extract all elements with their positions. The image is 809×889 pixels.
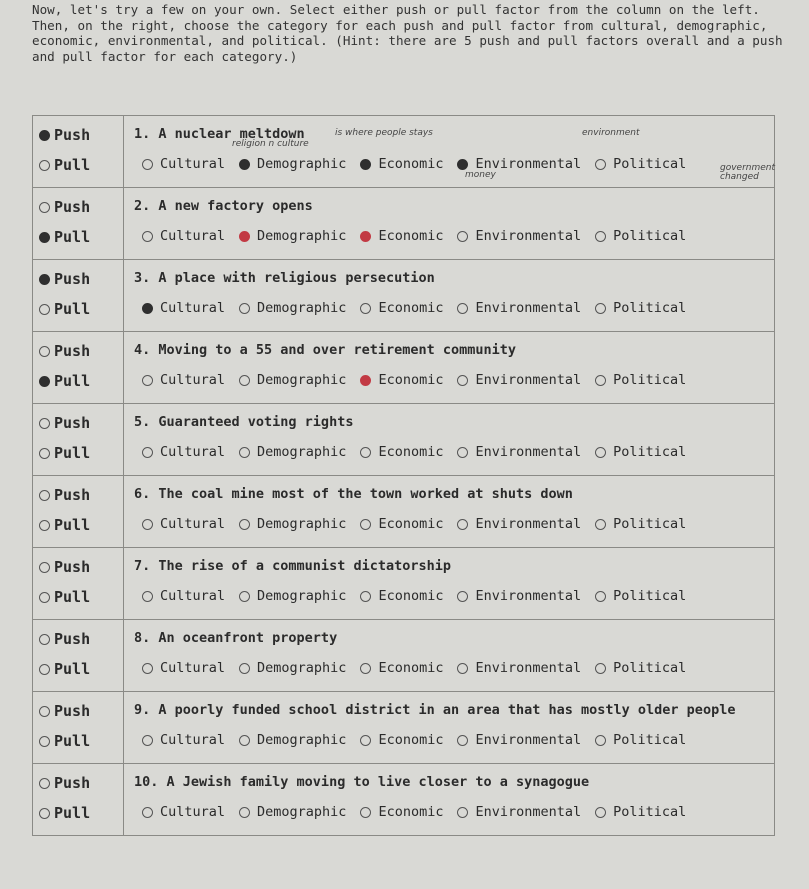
category-label: Environmental	[475, 660, 582, 676]
category-option-demographic[interactable]	[239, 732, 346, 748]
category-radio-icon[interactable]	[360, 375, 371, 386]
category-radio-icon[interactable]	[457, 303, 468, 314]
question-cell	[124, 332, 775, 404]
category-option-cultural[interactable]	[142, 228, 225, 244]
category-radio-icon[interactable]	[142, 159, 153, 170]
handwritten-note-government-changed: government changed	[720, 163, 776, 182]
category-label: Economic	[378, 588, 444, 604]
category-option-cultural[interactable]	[142, 588, 225, 604]
pull-label: Pull	[54, 228, 91, 246]
push-pull-cell	[33, 476, 124, 548]
category-label: Cultural	[160, 444, 226, 460]
category-option-environmental[interactable]	[457, 660, 581, 676]
category-option-economic[interactable]	[360, 516, 443, 532]
instructions-line-3: economic, environmental, and political. (Hint: there are 5 push and pull factors overall and a push	[32, 33, 783, 49]
push-radio-icon[interactable]	[39, 706, 50, 717]
question-text: 8. An oceanfront property	[134, 630, 338, 646]
category-label: Economic	[378, 300, 444, 316]
category-radio-icon[interactable]	[457, 735, 468, 746]
question-text: 4. Moving to a 55 and over retirement community	[134, 342, 517, 358]
question-cell	[124, 404, 775, 476]
category-label: Environmental	[475, 732, 582, 748]
category-label: Cultural	[160, 228, 226, 244]
pull-radio-icon[interactable]	[39, 808, 50, 819]
category-options	[142, 300, 700, 316]
push-option[interactable]	[39, 486, 90, 504]
question-row	[33, 476, 775, 548]
category-label: Environmental	[475, 300, 582, 316]
push-pull-cell	[33, 692, 124, 764]
category-options	[142, 660, 700, 676]
pull-label: Pull	[54, 588, 91, 606]
category-option-political[interactable]	[595, 444, 686, 460]
push-label: Push	[54, 126, 91, 144]
question-cell	[124, 548, 775, 620]
question-cell	[124, 692, 775, 764]
category-option-environmental[interactable]	[457, 444, 581, 460]
question-row	[33, 620, 775, 692]
question-text: 1. A nuclear meltdown	[134, 126, 305, 142]
category-radio-icon[interactable]	[239, 591, 250, 602]
category-label: Economic	[378, 660, 444, 676]
push-option[interactable]	[39, 774, 90, 792]
category-radio-icon[interactable]	[142, 231, 153, 242]
category-radio-icon[interactable]	[595, 663, 606, 674]
category-radio-icon[interactable]	[595, 519, 606, 530]
handwritten-note-environment: environment	[582, 128, 640, 138]
category-radio-icon[interactable]	[457, 159, 468, 170]
category-option-cultural[interactable]	[142, 516, 225, 532]
pull-option[interactable]	[39, 588, 90, 606]
category-radio-icon[interactable]	[142, 807, 153, 818]
category-radio-icon[interactable]	[457, 807, 468, 818]
category-option-environmental[interactable]	[457, 516, 581, 532]
push-pull-cell	[33, 404, 124, 476]
category-option-economic[interactable]	[360, 804, 443, 820]
category-option-political[interactable]	[595, 300, 686, 316]
category-option-economic[interactable]	[360, 732, 443, 748]
category-label: Political	[613, 228, 687, 244]
category-label: Economic	[378, 156, 444, 172]
question-text: 2. A new factory opens	[134, 198, 313, 214]
question-text: 7. The rise of a communist dictatorship	[134, 558, 451, 574]
question-row	[33, 260, 775, 332]
pull-radio-icon[interactable]	[39, 736, 50, 747]
category-label: Economic	[378, 444, 444, 460]
pull-radio-icon[interactable]	[39, 160, 50, 171]
category-option-cultural[interactable]	[142, 300, 225, 316]
category-radio-icon[interactable]	[239, 735, 250, 746]
category-radio-icon[interactable]	[457, 519, 468, 530]
category-radio-icon[interactable]	[360, 159, 371, 170]
category-options	[142, 516, 700, 532]
category-label: Cultural	[160, 300, 226, 316]
question-cell	[124, 260, 775, 332]
pull-option[interactable]	[39, 444, 90, 462]
question-row	[33, 548, 775, 620]
pull-radio-icon[interactable]	[39, 448, 50, 459]
category-radio-icon[interactable]	[239, 159, 250, 170]
pull-label: Pull	[54, 372, 91, 390]
category-label: Political	[613, 444, 687, 460]
question-row	[33, 404, 775, 476]
handwritten-note-religion: religion n culture	[232, 139, 309, 149]
category-label: Political	[613, 588, 687, 604]
push-option[interactable]	[39, 414, 90, 432]
push-radio-icon[interactable]	[39, 490, 50, 501]
pull-radio-icon[interactable]	[39, 304, 50, 315]
category-option-economic[interactable]	[360, 660, 443, 676]
push-label: Push	[54, 414, 91, 432]
category-label: Political	[613, 516, 687, 532]
pull-option[interactable]	[39, 732, 90, 750]
category-radio-icon[interactable]	[457, 591, 468, 602]
question-text: 5. Guaranteed voting rights	[134, 414, 354, 430]
pull-option[interactable]	[39, 516, 90, 534]
category-radio-icon[interactable]	[595, 231, 606, 242]
pull-option[interactable]	[39, 660, 90, 678]
push-label: Push	[54, 486, 91, 504]
category-option-economic[interactable]	[360, 444, 443, 460]
instructions-line-1: Now, let's try a few on your own. Select either push or pull factor from the column on the left.	[32, 2, 760, 17]
category-label: Demographic	[257, 444, 347, 460]
category-option-economic[interactable]	[360, 300, 443, 316]
push-pull-cell	[33, 620, 124, 692]
pull-option[interactable]	[39, 228, 90, 246]
category-radio-icon[interactable]	[360, 735, 371, 746]
push-pull-cell	[33, 764, 124, 836]
category-radio-icon[interactable]	[239, 231, 250, 242]
category-option-economic[interactable]	[360, 228, 443, 244]
question-cell	[124, 188, 775, 260]
category-label: Environmental	[475, 444, 582, 460]
category-label: Political	[613, 300, 687, 316]
category-label: Demographic	[257, 732, 347, 748]
category-label: Environmental	[475, 156, 582, 172]
category-label: Economic	[378, 228, 444, 244]
category-radio-icon[interactable]	[360, 519, 371, 530]
push-radio-icon[interactable]	[39, 418, 50, 429]
question-cell	[124, 476, 775, 548]
category-radio-icon[interactable]	[360, 303, 371, 314]
category-option-economic[interactable]	[360, 372, 443, 388]
category-radio-icon[interactable]	[595, 807, 606, 818]
category-label: Demographic	[257, 660, 347, 676]
category-label: Political	[613, 156, 687, 172]
category-radio-icon[interactable]	[595, 591, 606, 602]
push-label: Push	[54, 558, 91, 576]
category-option-environmental[interactable]	[457, 228, 581, 244]
push-option[interactable]	[39, 702, 90, 720]
category-option-cultural[interactable]	[142, 732, 225, 748]
pull-label: Pull	[54, 300, 91, 318]
category-option-political[interactable]	[595, 660, 686, 676]
category-radio-icon[interactable]	[360, 447, 371, 458]
worksheet-table	[32, 115, 775, 836]
category-option-political[interactable]	[595, 588, 686, 604]
pull-option[interactable]	[39, 300, 90, 318]
pull-radio-icon[interactable]	[39, 592, 50, 603]
push-label: Push	[54, 270, 91, 288]
pull-label: Pull	[54, 156, 91, 174]
category-label: Political	[613, 732, 687, 748]
category-radio-icon[interactable]	[142, 375, 153, 386]
category-option-demographic[interactable]	[239, 516, 346, 532]
pull-option[interactable]	[39, 372, 90, 390]
instructions-line-4: and pull factor for each category.)	[32, 48, 298, 64]
push-option[interactable]	[39, 270, 90, 288]
pull-radio-icon[interactable]	[39, 232, 50, 243]
category-label: Environmental	[475, 516, 582, 532]
push-radio-icon[interactable]	[39, 634, 50, 645]
question-cell	[124, 764, 775, 836]
handwritten-note-money: money	[465, 170, 496, 180]
category-label: Economic	[378, 804, 444, 820]
category-label: Environmental	[475, 228, 582, 244]
push-label: Push	[54, 774, 91, 792]
category-options	[142, 372, 700, 388]
question-row	[33, 116, 775, 188]
push-label: Push	[54, 630, 91, 648]
category-option-demographic[interactable]	[239, 300, 346, 316]
pull-label: Pull	[54, 804, 91, 822]
category-label: Cultural	[160, 372, 226, 388]
category-options	[142, 732, 700, 748]
category-label: Environmental	[475, 588, 582, 604]
category-radio-icon[interactable]	[360, 591, 371, 602]
question-row	[33, 188, 775, 260]
push-pull-cell	[33, 116, 124, 188]
push-option[interactable]	[39, 126, 90, 144]
category-label: Demographic	[257, 516, 347, 532]
category-radio-icon[interactable]	[239, 807, 250, 818]
category-label: Demographic	[257, 372, 347, 388]
category-options	[142, 588, 700, 604]
category-option-political[interactable]	[595, 156, 686, 172]
pull-label: Pull	[54, 516, 91, 534]
category-option-cultural[interactable]	[142, 804, 225, 820]
category-option-economic[interactable]	[360, 156, 443, 172]
category-radio-icon[interactable]	[457, 375, 468, 386]
instructions-line-2: Then, on the right, choose the category for each push and pull factor from cultural, demographic,	[32, 17, 768, 33]
category-label: Economic	[378, 516, 444, 532]
pull-radio-icon[interactable]	[39, 664, 50, 675]
category-option-demographic[interactable]	[239, 444, 346, 460]
category-option-demographic[interactable]	[239, 372, 346, 388]
instructions	[32, 2, 792, 64]
category-option-political[interactable]	[595, 732, 686, 748]
category-radio-icon[interactable]	[457, 231, 468, 242]
category-option-environmental[interactable]	[457, 804, 581, 820]
push-option[interactable]	[39, 198, 90, 216]
category-radio-icon[interactable]	[595, 303, 606, 314]
pull-option[interactable]	[39, 156, 90, 174]
category-option-political[interactable]	[595, 804, 686, 820]
category-label: Political	[613, 372, 687, 388]
question-row	[33, 764, 775, 836]
category-radio-icon[interactable]	[457, 447, 468, 458]
push-radio-icon[interactable]	[39, 274, 50, 285]
push-option[interactable]	[39, 342, 90, 360]
category-option-demographic[interactable]	[239, 228, 346, 244]
category-option-demographic[interactable]	[239, 660, 346, 676]
question-text: 3. A place with religious persecution	[134, 270, 435, 286]
push-label: Push	[54, 342, 91, 360]
category-option-environmental[interactable]	[457, 300, 581, 316]
push-pull-cell	[33, 332, 124, 404]
category-radio-icon[interactable]	[142, 519, 153, 530]
category-label: Cultural	[160, 516, 226, 532]
pull-option[interactable]	[39, 804, 90, 822]
push-option[interactable]	[39, 558, 90, 576]
pull-label: Pull	[54, 732, 91, 750]
question-text: 9. A poorly funded school district in an area that has mostly older people	[134, 702, 736, 718]
push-pull-cell	[33, 548, 124, 620]
category-radio-icon[interactable]	[360, 663, 371, 674]
category-option-demographic[interactable]	[239, 804, 346, 820]
category-label: Economic	[378, 372, 444, 388]
category-radio-icon[interactable]	[595, 159, 606, 170]
category-option-cultural[interactable]	[142, 660, 225, 676]
category-label: Economic	[378, 732, 444, 748]
category-radio-icon[interactable]	[142, 735, 153, 746]
category-radio-icon[interactable]	[142, 663, 153, 674]
category-label: Cultural	[160, 588, 226, 604]
category-label: Cultural	[160, 156, 226, 172]
category-label: Cultural	[160, 804, 226, 820]
question-row	[33, 332, 775, 404]
category-option-demographic[interactable]	[239, 156, 346, 172]
category-option-environmental[interactable]	[457, 372, 581, 388]
category-option-environmental[interactable]	[457, 588, 581, 604]
category-options	[142, 444, 700, 460]
category-label: Environmental	[475, 372, 582, 388]
category-radio-icon[interactable]	[595, 447, 606, 458]
category-radio-icon[interactable]	[457, 663, 468, 674]
category-radio-icon[interactable]	[239, 519, 250, 530]
question-cell	[124, 620, 775, 692]
category-label: Demographic	[257, 300, 347, 316]
category-radio-icon[interactable]	[239, 375, 250, 386]
push-radio-icon[interactable]	[39, 562, 50, 573]
category-radio-icon[interactable]	[142, 447, 153, 458]
pull-label: Pull	[54, 660, 91, 678]
category-radio-icon[interactable]	[239, 663, 250, 674]
category-options	[142, 156, 700, 172]
category-options	[142, 228, 700, 244]
pull-radio-icon[interactable]	[39, 520, 50, 531]
category-label: Environmental	[475, 804, 582, 820]
category-option-environmental[interactable]	[457, 732, 581, 748]
pull-label: Pull	[54, 444, 91, 462]
question-text: 6. The coal mine most of the town worked at shuts down	[134, 486, 573, 502]
category-option-cultural[interactable]	[142, 372, 225, 388]
category-radio-icon[interactable]	[239, 303, 250, 314]
push-radio-icon[interactable]	[39, 130, 50, 141]
category-radio-icon[interactable]	[142, 303, 153, 314]
category-label: Political	[613, 804, 687, 820]
category-label: Cultural	[160, 732, 226, 748]
category-option-demographic[interactable]	[239, 588, 346, 604]
category-label: Demographic	[257, 588, 347, 604]
category-option-economic[interactable]	[360, 588, 443, 604]
push-option[interactable]	[39, 630, 90, 648]
category-label: Political	[613, 660, 687, 676]
category-label: Demographic	[257, 156, 347, 172]
category-option-cultural[interactable]	[142, 156, 225, 172]
push-label: Push	[54, 198, 91, 216]
category-radio-icon[interactable]	[239, 447, 250, 458]
category-option-political[interactable]	[595, 372, 686, 388]
category-label: Demographic	[257, 804, 347, 820]
push-radio-icon[interactable]	[39, 778, 50, 789]
category-option-political[interactable]	[595, 516, 686, 532]
category-radio-icon[interactable]	[595, 375, 606, 386]
category-radio-icon[interactable]	[360, 231, 371, 242]
category-radio-icon[interactable]	[360, 807, 371, 818]
handwritten-note-where-people-stay: is where people stays	[335, 128, 433, 138]
push-pull-cell	[33, 260, 124, 332]
push-label: Push	[54, 702, 91, 720]
push-radio-icon[interactable]	[39, 346, 50, 357]
question-row	[33, 692, 775, 764]
question-text: 10. A Jewish family moving to live closer to a synagogue	[134, 774, 590, 790]
push-radio-icon[interactable]	[39, 202, 50, 213]
category-options	[142, 804, 700, 820]
category-radio-icon[interactable]	[595, 735, 606, 746]
pull-radio-icon[interactable]	[39, 376, 50, 387]
category-option-cultural[interactable]	[142, 444, 225, 460]
category-label: Demographic	[257, 228, 347, 244]
category-label: Cultural	[160, 660, 226, 676]
question-cell	[124, 116, 775, 188]
push-pull-cell	[33, 188, 124, 260]
category-radio-icon[interactable]	[142, 591, 153, 602]
category-option-political[interactable]	[595, 228, 686, 244]
